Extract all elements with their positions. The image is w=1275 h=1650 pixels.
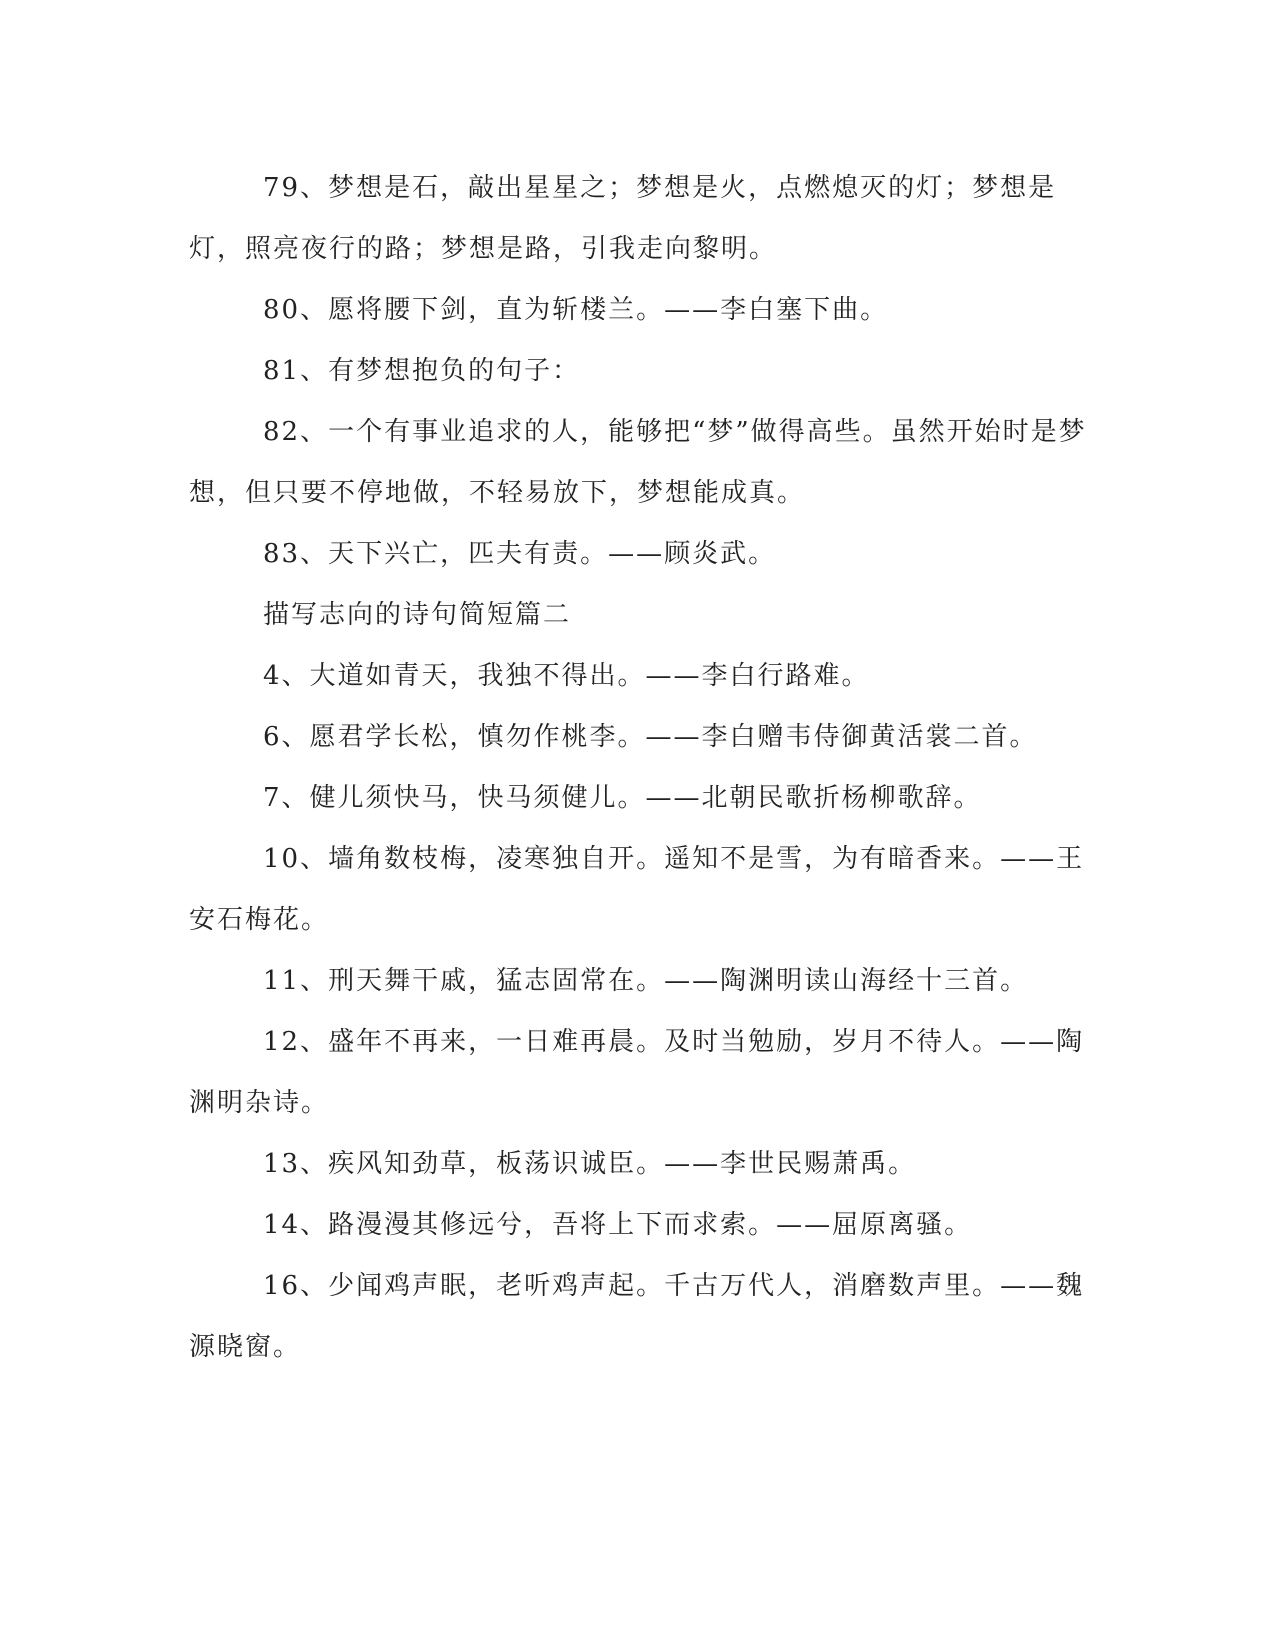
paragraph-83: 83、天下兴亡，匹夫有责。——顾炎武。 [263,539,777,569]
paragraph-4: 4、大道如青天，我独不得出。——李白行路难。 [263,661,870,691]
document-body [189,158,1089,1378]
paragraph-12: 12、盛年不再来，一日难再晨。及时当勉励，岁月不待人。——陶渊明杂诗。 [189,1027,1085,1118]
paragraph-82: 82、一个有事业追求的人，能够把“梦”做得高些。虽然开始时是梦想，但只要不停地做，不轻易放下，梦想能成真。 [189,417,1087,508]
paragraph-81: 81、有梦想抱负的句子： [263,356,581,386]
paragraph-7: 7、健儿须快马，快马须健儿。——北朝民歌折杨柳歌辞。 [263,783,982,813]
paragraph-6: 6、愿君学长松，慎勿作桃李。——李白赠韦侍御黄活裳二首。 [263,722,1038,752]
paragraph-79: 79、梦想是石，敲出星星之；梦想是火，点燃熄灭的灯；梦想是灯，照亮夜行的路；梦想是路，引我走向黎明。 [189,173,1057,264]
paragraph-10: 10、墙角数枝梅，凌寒独自开。遥知不是雪，为有暗香来。——王安石梅花。 [189,844,1085,935]
paragraph-14: 14、路漫漫其修远兮，吾将上下而求索。——屈原离骚。 [263,1210,973,1240]
paragraph-13: 13、疾风知劲草，板荡识诚臣。——李世民赐萧禹。 [263,1149,917,1179]
section-heading: 描写志向的诗句简短篇二 [263,600,572,630]
paragraph-80: 80、愿将腰下剑，直为斩楼兰。——李白塞下曲。 [263,295,889,325]
paragraph-16: 16、少闻鸡声眠，老听鸡声起。千古万代人，消磨数声里。——魏源晓窗。 [189,1271,1085,1362]
paragraph-11: 11、刑天舞干戚，猛志固常在。——陶渊明读山海经十三首。 [263,966,1029,996]
